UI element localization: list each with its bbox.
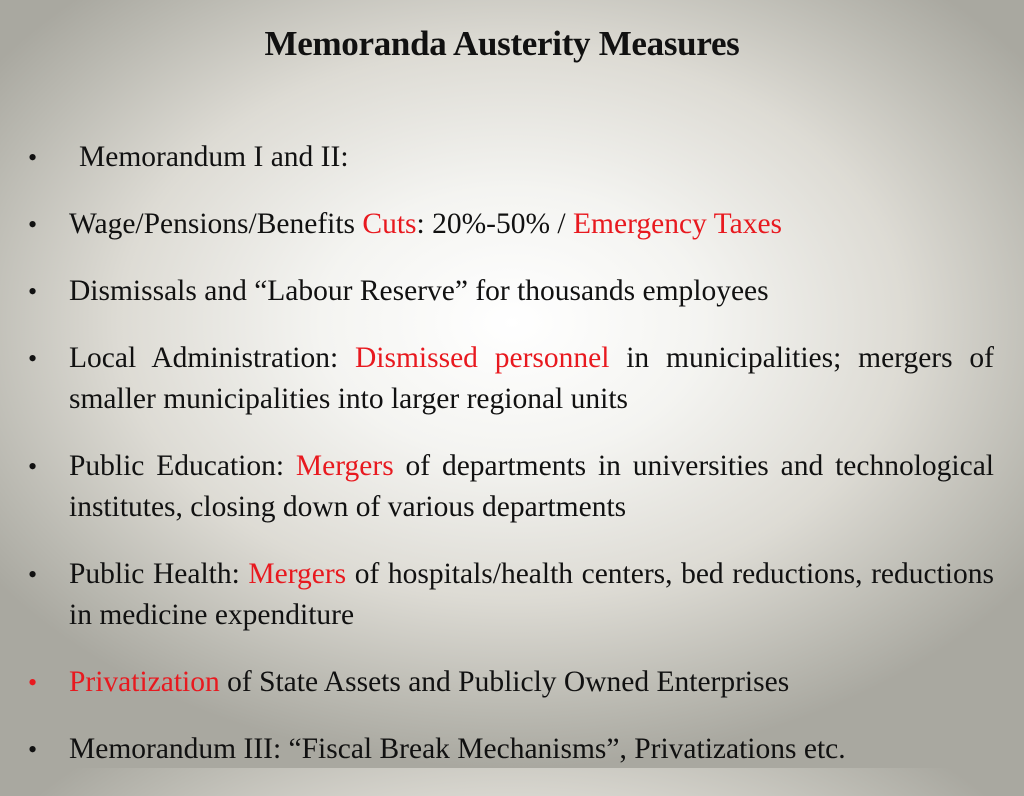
- bullet-dot: •: [28, 143, 38, 172]
- bullet-text: Dismissals and “Labour Reserve” for thousands employees: [69, 275, 769, 307]
- bullet-text: [69, 208, 782, 240]
- bullet-memorandum-i-ii: [28, 137, 994, 178]
- text-segment: of State Assets and Publicly Owned Enterprises: [219, 666, 790, 698]
- text-segment: Public Education:: [69, 450, 296, 482]
- bullet-dot: •: [28, 560, 38, 589]
- text-segment: : 20%-50% /: [416, 208, 574, 240]
- bullet-text: [69, 342, 994, 415]
- bullet-list: [28, 137, 994, 796]
- bullet-dot: •: [28, 344, 38, 373]
- bullet-text: Memorandum III: “Fiscal Break Mechanisms”, Privatizations etc.: [69, 733, 846, 765]
- text-segment: Public Health:: [69, 558, 249, 590]
- highlight-mergers: Mergers: [295, 450, 394, 482]
- text-segment: of departments in universities and technological institutes, closing down of various departments: [69, 450, 995, 523]
- bullet-text: [69, 558, 994, 631]
- bullet-dot: •: [28, 668, 38, 697]
- bullet-dismissals: [28, 271, 994, 312]
- bullet-dot: •: [28, 452, 38, 481]
- text-segment: Wage/Pensions/Benefits: [69, 208, 363, 240]
- highlight-privatization: Privatization: [69, 666, 220, 698]
- bullet-public-health: [28, 554, 994, 636]
- highlight-cuts: Cuts: [362, 208, 417, 240]
- bullet-dot: •: [28, 735, 38, 764]
- bullet-text: [69, 666, 789, 698]
- text-segment: Local Administration:: [69, 342, 355, 374]
- bullet-public-education: [28, 446, 994, 528]
- bullet-privatization: [28, 662, 994, 703]
- slide-title: Memoranda Austerity Measures: [264, 24, 740, 63]
- highlight-emergency-taxes: Emergency Taxes: [573, 208, 783, 240]
- bullet-text: Memorandum I and II:: [79, 141, 349, 173]
- text-segment: of hospitals/health centers, bed reductions, reductions in medicine expenditure: [69, 558, 994, 631]
- text-segment: in municipalities; mergers of smaller municipalities into larger regional units: [69, 342, 994, 415]
- bullet-memorandum-iii: [28, 729, 994, 770]
- highlight-mergers: Mergers: [248, 558, 347, 590]
- bullet-wage-cuts: [28, 204, 994, 245]
- highlight-dismissed-personnel: Dismissed personnel: [354, 342, 610, 374]
- bullet-text: [69, 450, 994, 523]
- bullet-dot: •: [28, 277, 38, 306]
- bullet-local-administration: [28, 338, 994, 420]
- bullet-dot: •: [28, 210, 38, 239]
